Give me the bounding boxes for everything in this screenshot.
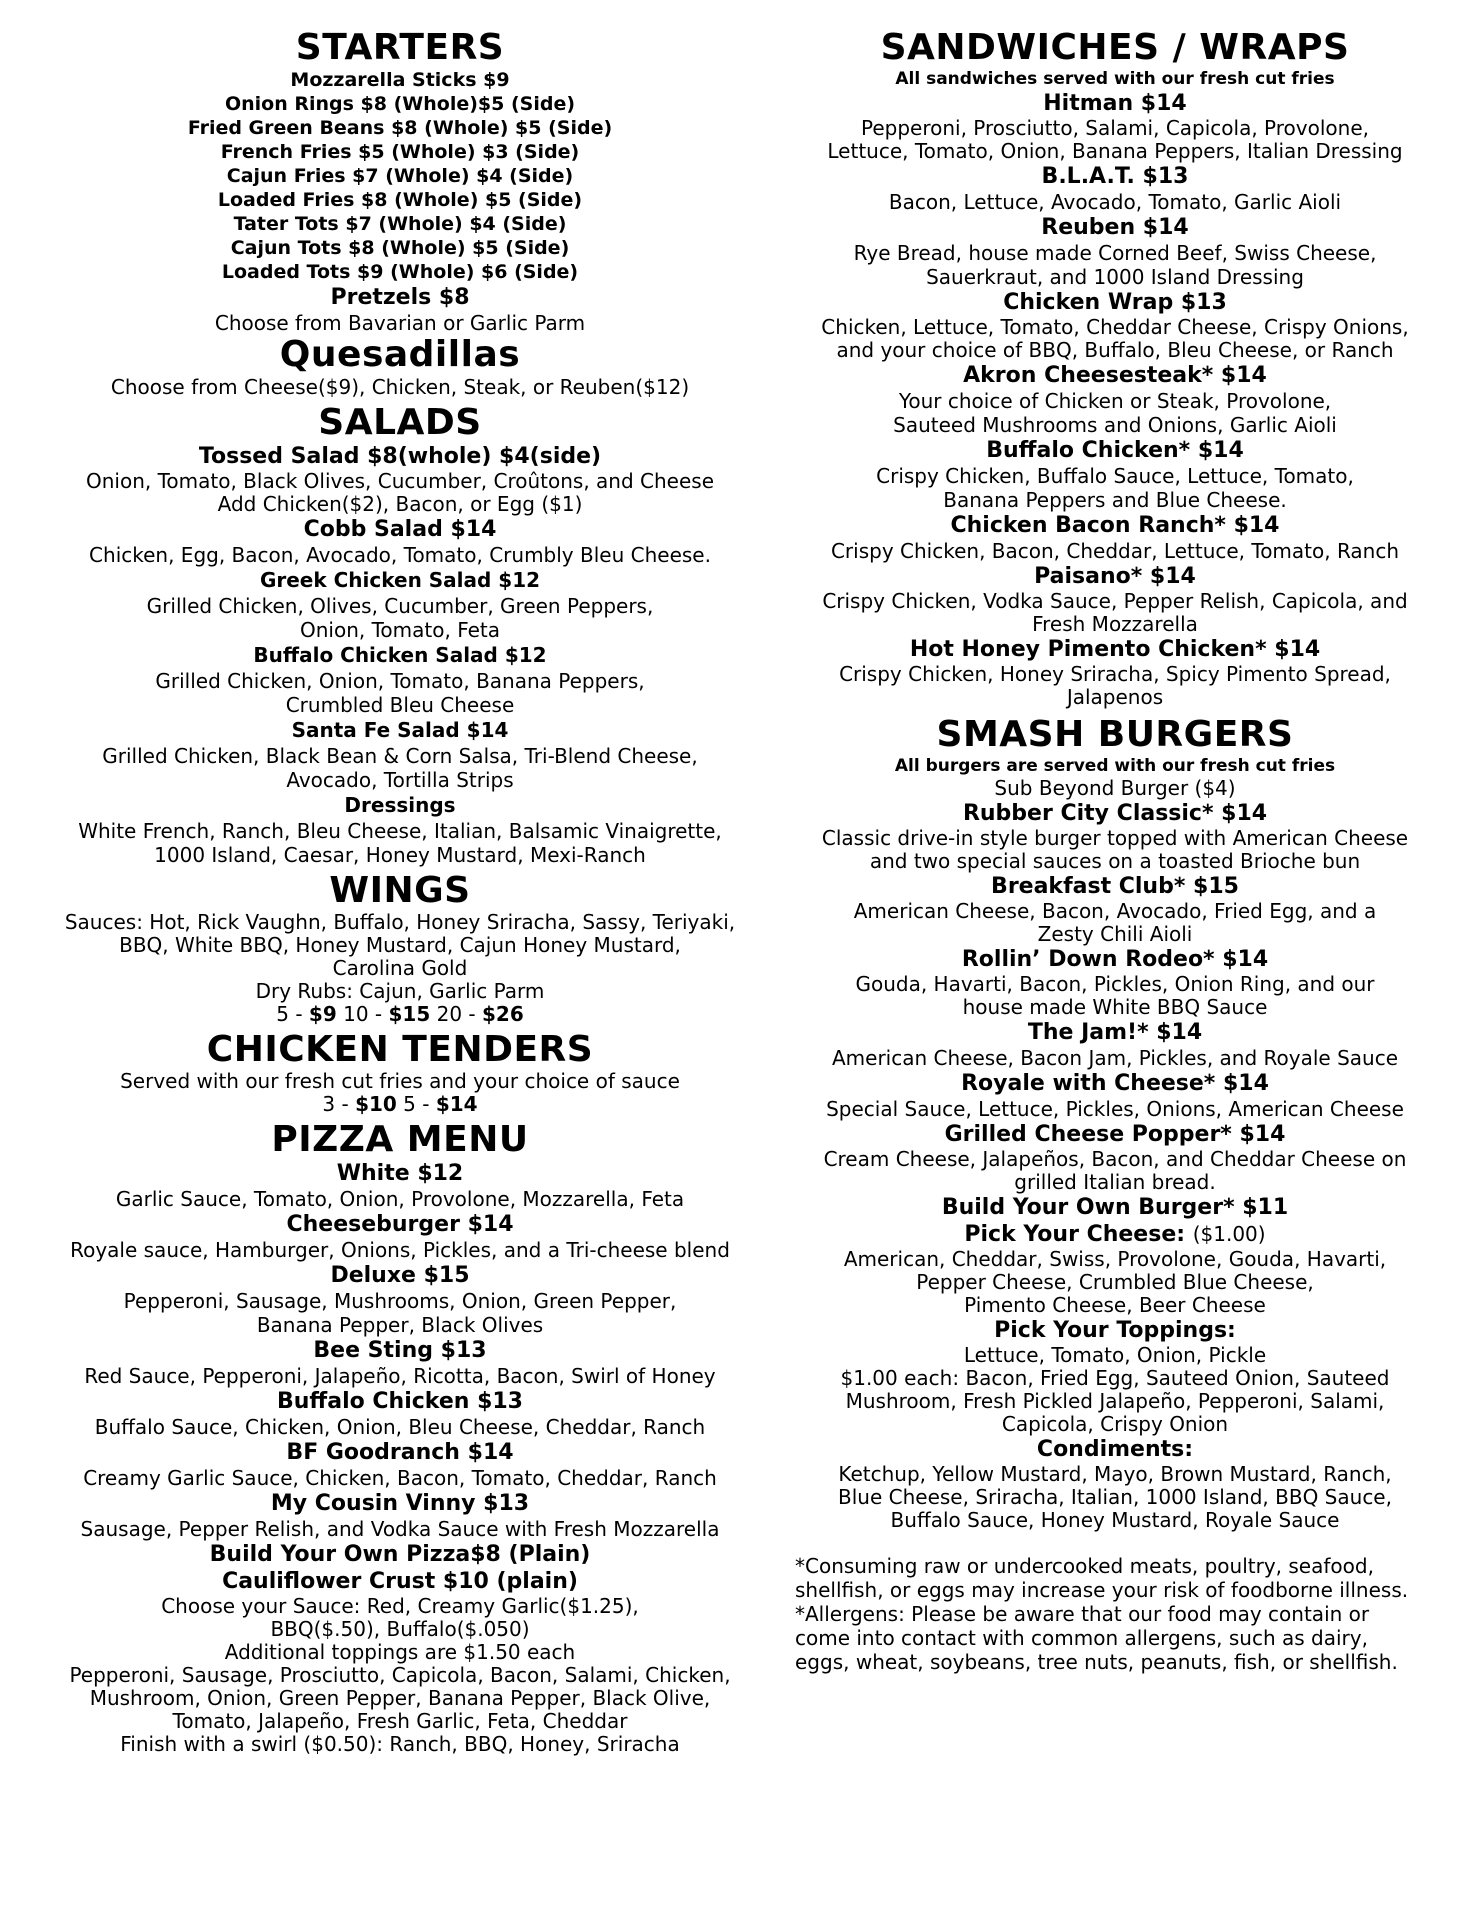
sandwich-desc: Jalapenos <box>1066 685 1164 709</box>
quesadillas-heading: Quesadillas <box>279 334 521 375</box>
wings-desc: Dry Rubs: Cajun, Garlic Parm <box>255 979 545 1003</box>
burger-desc: Cream Cheese, Jalapeños, Bacon, and Cheddar Cheese on <box>823 1147 1407 1171</box>
salad-name: Cobb Salad $14 <box>303 517 497 542</box>
sandwich-desc: Crispy Chicken, Buffalo Sauce, Lettuce, Tomato, <box>876 464 1354 488</box>
burger-desc: American Cheese, Bacon Jam, Pickles, and Royale Sauce <box>831 1046 1399 1070</box>
sandwich-name: Buffalo Chicken* $14 <box>986 438 1244 463</box>
salad-name: Tossed Salad $8(whole) $4(side) <box>198 444 602 469</box>
byo-pizza-desc: Pepperoni, Sausage, Prosciutto, Capicola, Bacon, Salami, Chicken, <box>69 1663 731 1687</box>
pick-toppings-label: Pick Your Toppings: <box>994 1318 1236 1343</box>
burger-name: Rubber City Classic* $14 <box>962 801 1268 826</box>
sandwich-desc: Your choice of Chicken or Steak, Provolone, <box>898 389 1332 413</box>
tenders-price: $10 <box>355 1092 397 1116</box>
starter-item: Onion Rings $8 (Whole)$5 (Side) <box>224 93 576 115</box>
note-line: *Allergens: Please be aware that our food may contain or <box>795 1602 1370 1626</box>
sandwiches-heading: SANDWICHES / WRAPS <box>880 27 1350 68</box>
sandwich-name: Reuben $14 <box>1041 215 1189 240</box>
burgers-heading: SMASH BURGERS <box>936 714 1294 755</box>
sandwich-name: Hitman $14 <box>1043 91 1187 116</box>
salad-name: Santa Fe Salad $14 <box>291 718 509 742</box>
salad-desc: Onion, Tomato, Feta <box>300 618 500 642</box>
tenders-price: $14 <box>435 1092 478 1116</box>
quesadillas-desc: Choose from Cheese($9), Chicken, Steak, or Reuben($12) <box>110 375 690 399</box>
pizza-name: My Cousin Vinny $13 <box>270 1491 530 1516</box>
sandwich-name: Chicken Wrap $13 <box>1003 290 1227 315</box>
wings-desc: Carolina Gold <box>332 956 468 980</box>
salad-desc: Chicken, Egg, Bacon, Avocado, Tomato, Crumbly Bleu Cheese. <box>89 543 711 567</box>
starter-item: Loaded Tots $9 (Whole) $6 (Side) <box>221 261 579 283</box>
byo-pizza-desc: Finish with a swirl ($0.50): Ranch, BBQ, Honey, Sriracha <box>120 1732 680 1756</box>
salad-desc: Onion, Tomato, Black Olives, Cucumber, Croûtons, and Cheese <box>85 469 715 493</box>
sandwich-desc: Fresh Mozzarella <box>1032 612 1198 636</box>
burger-desc: Zesty Chili Aioli <box>1037 922 1193 946</box>
sandwich-name: Chicken Bacon Ranch* $14 <box>950 513 1280 538</box>
left-column <box>40 28 760 1756</box>
toppings-list: $1.00 each: Bacon, Fried Egg, Sauteed Onion, Sauteed <box>840 1366 1390 1390</box>
starter-item: Loaded Fries $8 (Whole) $5 (Side) <box>217 189 583 211</box>
starter-item: Fried Green Beans $8 (Whole) $5 (Side) <box>187 117 613 139</box>
wings-heading: WINGS <box>329 870 471 911</box>
starter-desc: Choose from Bavarian or Garlic Parm <box>214 311 586 335</box>
sandwich-desc: Bacon, Lettuce, Avocado, Tomato, Garlic Aioli <box>888 190 1342 214</box>
salad-desc: Avocado, Tortilla Strips <box>286 768 514 792</box>
salad-desc: Grilled Chicken, Olives, Cucumber, Green Peppers, <box>146 594 654 618</box>
toppings-list: Lettuce, Tomato, Onion, Pickle <box>963 1343 1267 1367</box>
burger-desc: Classic drive-in style burger topped with American Cheese <box>821 826 1409 850</box>
dressings-heading: Dressings <box>344 793 456 817</box>
pizza-name: BF Goodranch $14 <box>286 1440 514 1465</box>
salad-desc: Grilled Chicken, Onion, Tomato, Banana Peppers, <box>155 669 645 693</box>
burger-desc: and two special sauces on a toasted Brioche bun <box>869 849 1361 873</box>
cheese-list: American, Cheddar, Swiss, Provolone, Gouda, Havarti, <box>843 1247 1387 1271</box>
salads-heading: SALADS <box>318 402 482 443</box>
pizza-desc: Buffalo Sauce, Chicken, Onion, Bleu Cheese, Cheddar, Ranch <box>94 1415 706 1439</box>
pizza-desc: Creamy Garlic Sauce, Chicken, Bacon, Tomato, Cheddar, Ranch <box>83 1466 717 1490</box>
dressings-list: 1000 Island, Caesar, Honey Mustard, Mexi-Ranch <box>154 843 646 867</box>
sandwich-desc: Sauerkraut, and 1000 Island Dressing <box>926 265 1304 289</box>
byo-burger-title: Build Your Own Burger* $11 <box>941 1195 1289 1220</box>
byo-pizza-desc: Tomato, Jalapeño, Fresh Garlic, Feta, Cheddar <box>172 1709 628 1733</box>
burger-desc: Special Sauce, Lettuce, Pickles, Onions, American Cheese <box>826 1097 1404 1121</box>
sandwich-name: Hot Honey Pimento Chicken* $14 <box>909 637 1321 662</box>
wings-price: $15 <box>388 1002 431 1026</box>
burger-desc: grilled Italian bread. <box>1014 1170 1216 1194</box>
condiments-list: Ketchup, Yellow Mustard, Mayo, Brown Mustard, Ranch, <box>838 1462 1392 1486</box>
sandwich-desc: Lettuce, Tomato, Onion, Banana Peppers, Italian Dressing <box>827 139 1403 163</box>
starter-item: Tater Tots $7 (Whole) $4 (Side) <box>233 213 567 235</box>
sandwich-desc: Chicken, Lettuce, Tomato, Cheddar Cheese, Crispy Onions, <box>821 315 1409 339</box>
pick-cheese-price: ($1.00) <box>1192 1222 1266 1246</box>
tenders-count: 3 - <box>322 1092 349 1116</box>
sandwich-desc: Pepperoni, Prosciutto, Salami, Capicola, Provolone, <box>860 116 1369 140</box>
sandwich-desc: Crispy Chicken, Vodka Sauce, Pepper Relish, Capicola, and <box>822 589 1408 613</box>
salad-desc: Grilled Chicken, Black Bean & Corn Salsa, Tri-Blend Cheese, <box>102 744 698 768</box>
byo-pizza-desc: BBQ($.50), Buffalo($.050) <box>270 1617 530 1641</box>
byo-pizza-desc: Mushroom, Onion, Green Pepper, Banana Pepper, Black Olive, <box>89 1686 711 1710</box>
wings-price: $9 <box>308 1002 337 1026</box>
starter-item: French Fries $5 (Whole) $3 (Side) <box>220 141 580 163</box>
wings-prices <box>40 1003 760 1026</box>
sandwiches-subtitle: All sandwiches served with our fresh cut fries <box>895 69 1335 89</box>
starters-heading: STARTERS <box>295 27 505 68</box>
salad-name: Buffalo Chicken Salad $12 <box>253 643 547 667</box>
wings-price: $26 <box>482 1002 524 1026</box>
pizza-desc: Red Sauce, Pepperoni, Jalapeño, Ricotta, Bacon, Swirl of Honey <box>84 1364 716 1388</box>
sandwich-desc: Sauteed Mushrooms and Onions, Garlic Aioli <box>893 413 1337 437</box>
burger-desc: American Cheese, Bacon, Avocado, Fried Egg, and a <box>853 899 1377 923</box>
cheese-list: Pimento Cheese, Beer Cheese <box>964 1293 1266 1317</box>
sandwich-desc: Crispy Chicken, Honey Sriracha, Spicy Pimento Spread, <box>839 662 1391 686</box>
note-line: *Consuming raw or undercooked meats, poultry, seafood, <box>795 1554 1374 1578</box>
starter-item: Pretzels $8 <box>330 285 470 310</box>
burger-name: Grilled Cheese Popper* $14 <box>944 1122 1286 1147</box>
pizza-heading: PIZZA MENU <box>271 1119 529 1160</box>
dressings-list: White French, Ranch, Bleu Cheese, Italian, Balsamic Vinaigrette, <box>78 819 722 843</box>
burger-desc: Gouda, Havarti, Bacon, Pickles, Onion Ring, and our <box>855 972 1375 996</box>
condiments-list: Blue Cheese, Sriracha, Italian, 1000 Island, BBQ Sauce, <box>838 1485 1392 1509</box>
sandwich-desc: and your choice of BBQ, Buffalo, Bleu Cheese, or Ranch <box>836 338 1394 362</box>
pick-cheese-label: Pick Your Cheese: <box>964 1222 1186 1247</box>
note-line: come into contact with common allergens, such as dairy, <box>795 1626 1368 1650</box>
wings-count: 5 - <box>276 1002 303 1026</box>
toppings-list: Capicola, Crispy Onion <box>1001 1412 1229 1436</box>
pizza-desc: Pepperoni, Sausage, Mushrooms, Onion, Green Pepper, <box>123 1289 677 1313</box>
salad-desc: Add Chicken($2), Bacon, or Egg ($1) <box>217 492 583 516</box>
salad-name: Greek Chicken Salad $12 <box>259 568 541 592</box>
pizza-desc: Garlic Sauce, Tomato, Onion, Provolone, Mozzarella, Feta <box>115 1187 685 1211</box>
tenders-desc: Served with our fresh cut fries and your choice of sauce <box>120 1069 680 1093</box>
note-line: eggs, wheat, soybeans, tree nuts, peanuts, fish, or shellfish. <box>795 1650 1398 1674</box>
starter-item: Mozzarella Sticks $9 <box>290 69 510 91</box>
byo-pizza-title: Build Your Own Pizza$8 (Plain) <box>209 1542 591 1567</box>
wings-count: 20 - <box>436 1002 476 1026</box>
pizza-name: Cheeseburger $14 <box>286 1212 514 1237</box>
burger-name: Royale with Cheese* $14 <box>961 1071 1269 1096</box>
note-line: shellfish, or eggs may increase your risk of foodborne illness. <box>795 1578 1409 1602</box>
byo-pizza-desc: Additional toppings are $1.50 each <box>224 1640 576 1664</box>
tenders-heading: CHICKEN TENDERS <box>206 1029 594 1070</box>
starter-item: Cajun Tots $8 (Whole) $5 (Side) <box>230 237 570 259</box>
allergen-notes <box>790 1554 1440 1674</box>
tenders-prices <box>40 1093 760 1116</box>
burger-name: Breakfast Club* $15 <box>991 874 1239 899</box>
tenders-count: 5 - <box>403 1092 430 1116</box>
beyond-burger: Sub Beyond Burger ($4) <box>994 776 1236 800</box>
sandwich-desc: Crispy Chicken, Bacon, Cheddar, Lettuce, Tomato, Ranch <box>830 539 1400 563</box>
wings-count: 10 - <box>343 1002 383 1026</box>
cheese-list: Pepper Cheese, Crumbled Blue Cheese, <box>916 1270 1314 1294</box>
sandwich-desc: Banana Peppers and Blue Cheese. <box>943 488 1287 512</box>
pizza-name: Buffalo Chicken $13 <box>276 1389 523 1414</box>
pick-cheese <box>790 1221 1440 1248</box>
burger-name: The Jam!* $14 <box>1027 1020 1203 1045</box>
toppings-list: Mushroom, Fresh Pickled Jalapeño, Pepperoni, Salami, <box>845 1389 1385 1413</box>
salad-desc: Crumbled Bleu Cheese <box>285 693 515 717</box>
burgers-subtitle: All burgers are served with our fresh cut fries <box>894 756 1336 776</box>
starter-item: Cajun Fries $7 (Whole) $4 (Side) <box>226 165 574 187</box>
pizza-desc: Sausage, Pepper Relish, and Vodka Sauce with Fresh Mozzarella <box>80 1517 720 1541</box>
wings-desc: BBQ, White BBQ, Honey Mustard, Cajun Honey Mustard, <box>119 933 681 957</box>
sandwich-name: Akron Cheesesteak* $14 <box>963 363 1267 388</box>
byo-pizza-desc: Choose your Sauce: Red, Creamy Garlic($1.25), <box>161 1594 639 1618</box>
pizza-name: Bee Sting $13 <box>313 1338 487 1363</box>
condiments-list: Buffalo Sauce, Honey Mustard, Royale Sauce <box>890 1508 1340 1532</box>
right-column <box>790 28 1440 1674</box>
pizza-name: Deluxe $15 <box>330 1263 470 1288</box>
condiments-label: Condiments: <box>1036 1437 1194 1462</box>
burger-name: Rollin’ Down Rodeo* $14 <box>961 947 1269 972</box>
pizza-desc: Banana Pepper, Black Olives <box>256 1313 544 1337</box>
burger-desc: house made White BBQ Sauce <box>962 995 1268 1019</box>
pizza-desc: Royale sauce, Hamburger, Onions, Pickles, and a Tri-cheese blend <box>70 1238 730 1262</box>
sandwich-desc: Rye Bread, house made Corned Beef, Swiss Cheese, <box>853 241 1377 265</box>
sandwich-name: B.L.A.T. $13 <box>1041 164 1189 189</box>
pizza-name: White $12 <box>336 1161 464 1186</box>
sandwich-name: Paisano* $14 <box>1034 564 1196 589</box>
cauliflower-crust: Cauliflower Crust $10 (plain) <box>222 1569 578 1594</box>
wings-desc: Sauces: Hot, Rick Vaughn, Buffalo, Honey Sriracha, Sassy, Teriyaki, <box>64 910 736 934</box>
